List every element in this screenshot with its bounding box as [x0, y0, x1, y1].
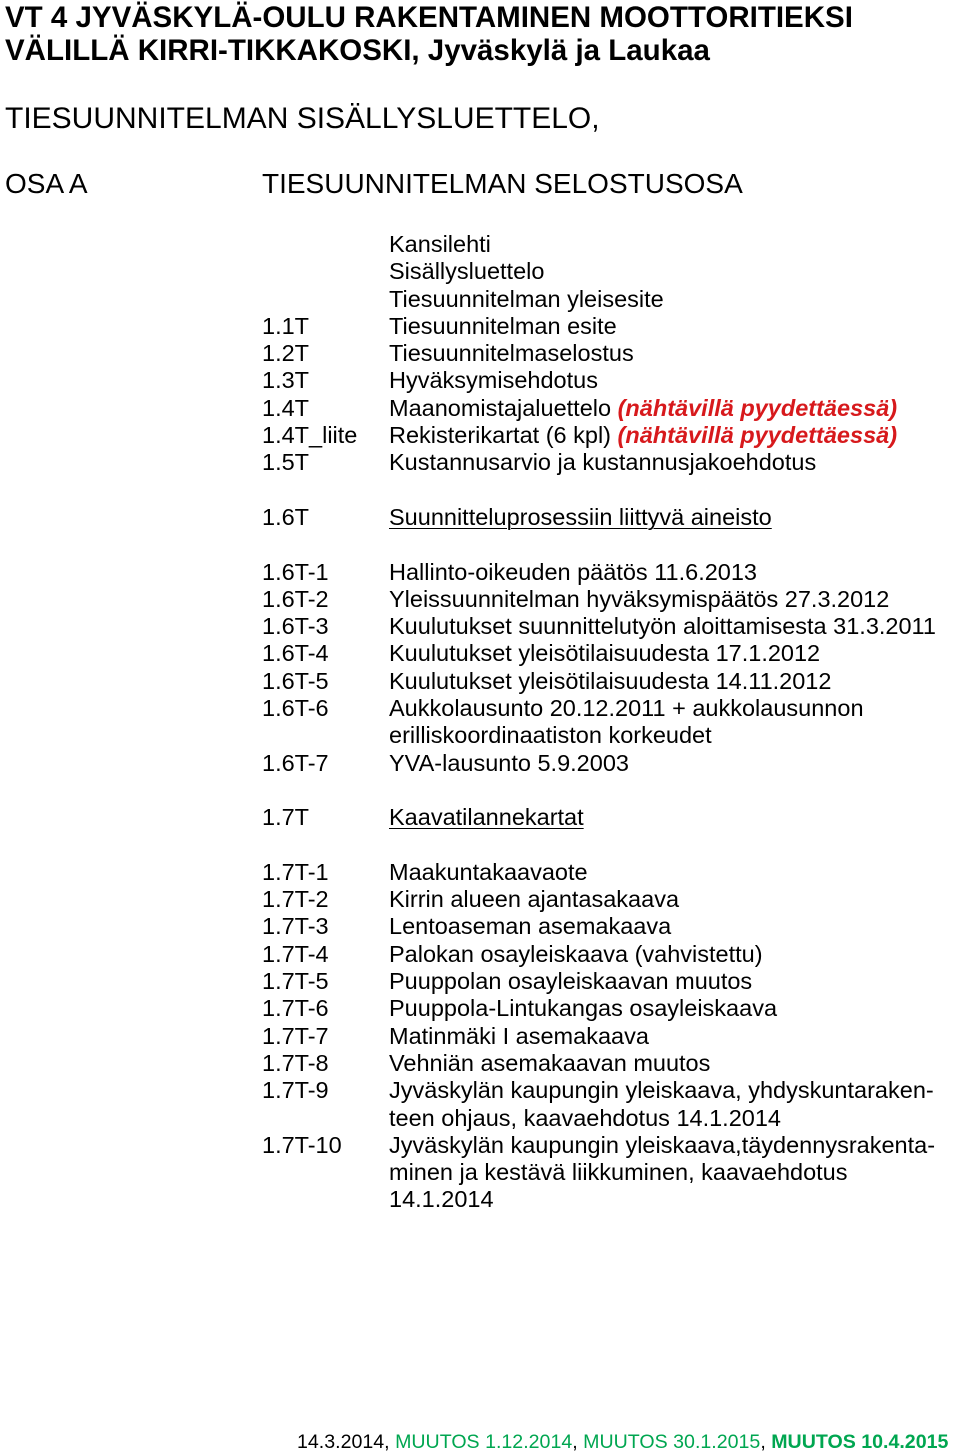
toc-entry-text: [389, 941, 763, 968]
toc-entry-code: 1.4T_liite: [262, 422, 358, 449]
toc-entry-code: 1.7T-6: [262, 995, 329, 1022]
toc-entry-text: [389, 449, 816, 476]
toc-entry-text: [389, 1132, 935, 1214]
toc-entry-line: erilliskoordinaatiston korkeudet: [389, 722, 712, 749]
toc-section-text: [389, 804, 584, 831]
availability-note: (nähtävillä pyydettäessä): [617, 422, 898, 449]
toc-entry: [262, 913, 952, 940]
toc-entry-text: [389, 640, 820, 667]
toc-entry-line: Kansilehti: [389, 231, 491, 257]
toc-entry: [262, 559, 952, 586]
toc-entry: [262, 449, 952, 476]
toc-entry-code: 1.6T-6: [262, 695, 329, 722]
toc-entry-line: Hallinto-oikeuden päätös 11.6.2013: [389, 558, 758, 585]
toc-entry-text: [389, 859, 588, 886]
toc-section-line: [389, 804, 584, 831]
revision-footer: [297, 1431, 948, 1453]
toc-entry-code: 1.3T: [262, 367, 310, 394]
issue-date: 14.3.2014,: [297, 1431, 390, 1453]
toc-section-text: [389, 504, 772, 531]
toc-entry-line: Kustannusarvio ja kustannusjakoehdotus: [389, 449, 817, 476]
title-line: VÄLILLÄ KIRRI-TIKKAKOSKI, Jyväskylä ja Laukaa: [5, 33, 710, 67]
toc-entry-text: [389, 340, 634, 367]
toc-entry-text: [389, 231, 491, 258]
toc-entry: [262, 1132, 952, 1214]
toc-entry-line: Kuulutukset suunnittelutyön aloittamisesta 31.3.2011: [389, 613, 936, 640]
toc-entry-line: teen ohjaus, kaavaehdotus 14.1.2014: [389, 1104, 781, 1131]
toc-entry-line: Puuppola-Lintukangas osayleiskaava: [389, 995, 778, 1022]
toc-section-entries: [262, 859, 952, 1214]
revision-change-latest: MUUTOS 10.4.2015: [771, 1431, 949, 1453]
toc-entry-line: Puuppolan osayleiskaavan muutos: [389, 968, 753, 995]
toc-entry-code: 1.7T-5: [262, 968, 329, 995]
toc-entry-line: Hyväksymisehdotus: [389, 367, 598, 394]
toc-section-heading: [262, 804, 952, 831]
toc-entry-text: [389, 395, 897, 422]
revision-change: MUUTOS 1.12.2014: [395, 1431, 573, 1453]
toc-entry-text: [389, 750, 629, 777]
toc-entry-code: 1.2T: [262, 340, 310, 367]
toc-entry-line: Kuulutukset yleisötilaisuudesta 14.11.2012: [389, 667, 832, 694]
toc-entry-line: YVA-lausunto 5.9.2003: [389, 749, 629, 776]
revision-change: MUUTOS 30.1.2015: [583, 1431, 761, 1453]
toc-section-title: Kaavatilannekartat: [389, 804, 584, 831]
toc-entry-line: 14.1.2014: [389, 1186, 494, 1213]
toc-entry: [262, 340, 952, 367]
toc-entry-line: Kuulutukset yleisötilaisuudesta 17.1.2012: [389, 640, 821, 667]
toc-entry-line: Tiesuunnitelmaselostus: [389, 340, 634, 367]
toc-entry-code: 1.7T-4: [262, 940, 329, 967]
toc-entry: [262, 422, 952, 449]
toc-entry-code: 1.7T-10: [262, 1131, 342, 1158]
toc-entry-code: 1.6T-1: [262, 558, 329, 585]
toc-entry-label: Maanomistajaluettelo: [389, 394, 612, 421]
toc-entry-line: Palokan osayleiskaava (vahvistettu): [389, 940, 763, 967]
toc-entry: [262, 695, 952, 750]
toc-section-title: Suunnitteluprosessiin liittyvä aineisto: [389, 503, 772, 530]
toc-entry-text: [389, 1023, 649, 1050]
document-subtitle: TIESUUNNITELMAN SISÄLLYSLUETTELO,: [5, 102, 600, 135]
toc-entry-text: [389, 367, 598, 394]
toc-section-line: [389, 504, 772, 531]
toc-entry-code: 1.7T-7: [262, 1022, 329, 1049]
toc-section-heading-group: [262, 504, 952, 531]
toc-entry-code: 1.6T-2: [262, 585, 329, 612]
toc-main-group: [262, 231, 952, 477]
toc-entry: [262, 859, 952, 886]
toc-entry-line: Tiesuunnitelman yleisesite: [389, 285, 664, 312]
toc-entry-text: [389, 913, 671, 940]
toc-entry-line: Aukkolausunto 20.12.2011 + aukkolausunnon: [389, 695, 864, 722]
toc-entry: [262, 886, 952, 913]
toc-entry-code: 1.6T-5: [262, 667, 329, 694]
toc-entry: [262, 750, 952, 777]
toc-entry-line: Sisällysluettelo: [389, 258, 545, 285]
title-line: VT 4 JYVÄSKYLÄ-OULU RAKENTAMINEN MOOTTORITIEKSI: [5, 1, 853, 34]
toc-entry: [262, 231, 952, 258]
toc-entry-line: Tiesuunnitelman esite: [389, 312, 617, 339]
toc-entry-code: 1.7T-3: [262, 913, 329, 940]
toc-entry: [262, 586, 952, 613]
toc-entry-line: minen ja kestävä liikkuminen, kaavaehdotus: [389, 1159, 848, 1186]
toc-entry-text: [389, 1077, 934, 1132]
toc-entry: [262, 613, 952, 640]
toc-entry: [262, 286, 952, 313]
toc-entry: [262, 367, 952, 394]
toc-entry-code: 1.6T-4: [262, 640, 329, 667]
toc-entry-line: Matinmäki I asemakaava: [389, 1022, 649, 1049]
revision-separator: ,: [760, 1431, 766, 1453]
toc-entry-line: Jyväskylän kaupungin yleiskaava, yhdyskuntaraken-: [389, 1077, 934, 1104]
toc-entry-code: 1.1T: [262, 312, 310, 339]
toc-entry-text: [389, 286, 664, 313]
part-title: TIESUUNNITELMAN SELOSTUSOSA: [262, 168, 743, 199]
toc-entry: [262, 1077, 952, 1132]
toc-entry-code: 1.7T-9: [262, 1077, 329, 1104]
availability-note: (nähtävillä pyydettäessä): [617, 394, 898, 421]
toc-entry: [262, 640, 952, 667]
part-label: OSA A: [5, 168, 88, 199]
toc-entry-line: Kirrin alueen ajantasakaava: [389, 886, 680, 913]
toc-entry-text: [389, 422, 897, 449]
toc-entry-line: Yleissuunnitelman hyväksymispäätös 27.3.2012: [389, 585, 890, 612]
toc-entry-code: 1.5T: [262, 449, 310, 476]
toc-section-entries: [262, 559, 952, 777]
toc-entry-text: [389, 258, 544, 285]
toc-entry: [262, 995, 952, 1022]
toc-section-code: 1.6T: [262, 503, 310, 530]
toc-entry-text: [389, 995, 777, 1022]
toc-entry: [262, 313, 952, 340]
toc-entry-text: [389, 313, 617, 340]
toc-entry-text: [389, 1050, 710, 1077]
document-title: [5, 2, 853, 67]
toc-entry-line: [389, 422, 897, 449]
toc-entry: [262, 1050, 952, 1077]
toc-entry-text: [389, 968, 752, 995]
toc-entry-label: Rekisterikartat (6 kpl): [389, 422, 611, 449]
toc-entry-text: [389, 613, 936, 640]
toc-entry: [262, 941, 952, 968]
toc-entry-code: 1.7T-2: [262, 886, 329, 913]
toc-entry-code: 1.4T: [262, 394, 310, 421]
revision-separator: ,: [572, 1431, 578, 1453]
toc-entry-text: [389, 668, 831, 695]
toc-entry: [262, 1023, 952, 1050]
toc-section-heading: [262, 504, 952, 531]
toc-entry-line: Jyväskylän kaupungin yleiskaava,täydennysrakenta-: [389, 1131, 936, 1158]
toc-entry-text: [389, 586, 889, 613]
toc-entry: [262, 395, 952, 422]
toc-entry-line: Lentoaseman asemakaava: [389, 913, 672, 940]
toc-entry: [262, 258, 952, 285]
toc-entry-code: 1.7T-1: [262, 858, 329, 885]
toc-entry-code: 1.6T-3: [262, 613, 329, 640]
toc-entry-text: [389, 559, 757, 586]
toc-section-code: 1.7T: [262, 804, 310, 831]
toc-entry-text: [389, 695, 864, 750]
toc-entry: [262, 668, 952, 695]
toc-entry-code: 1.6T-7: [262, 749, 329, 776]
toc-entry-line: [389, 395, 897, 422]
toc-entry: [262, 968, 952, 995]
toc-entry-code: 1.7T-8: [262, 1049, 329, 1076]
toc-entry-text: [389, 886, 679, 913]
table-of-contents: [262, 231, 952, 1214]
toc-entry-line: Vehniän asemakaavan muutos: [389, 1049, 711, 1076]
toc-section-heading-group: [262, 804, 952, 831]
toc-entry-line: Maakuntakaavaote: [389, 858, 588, 885]
